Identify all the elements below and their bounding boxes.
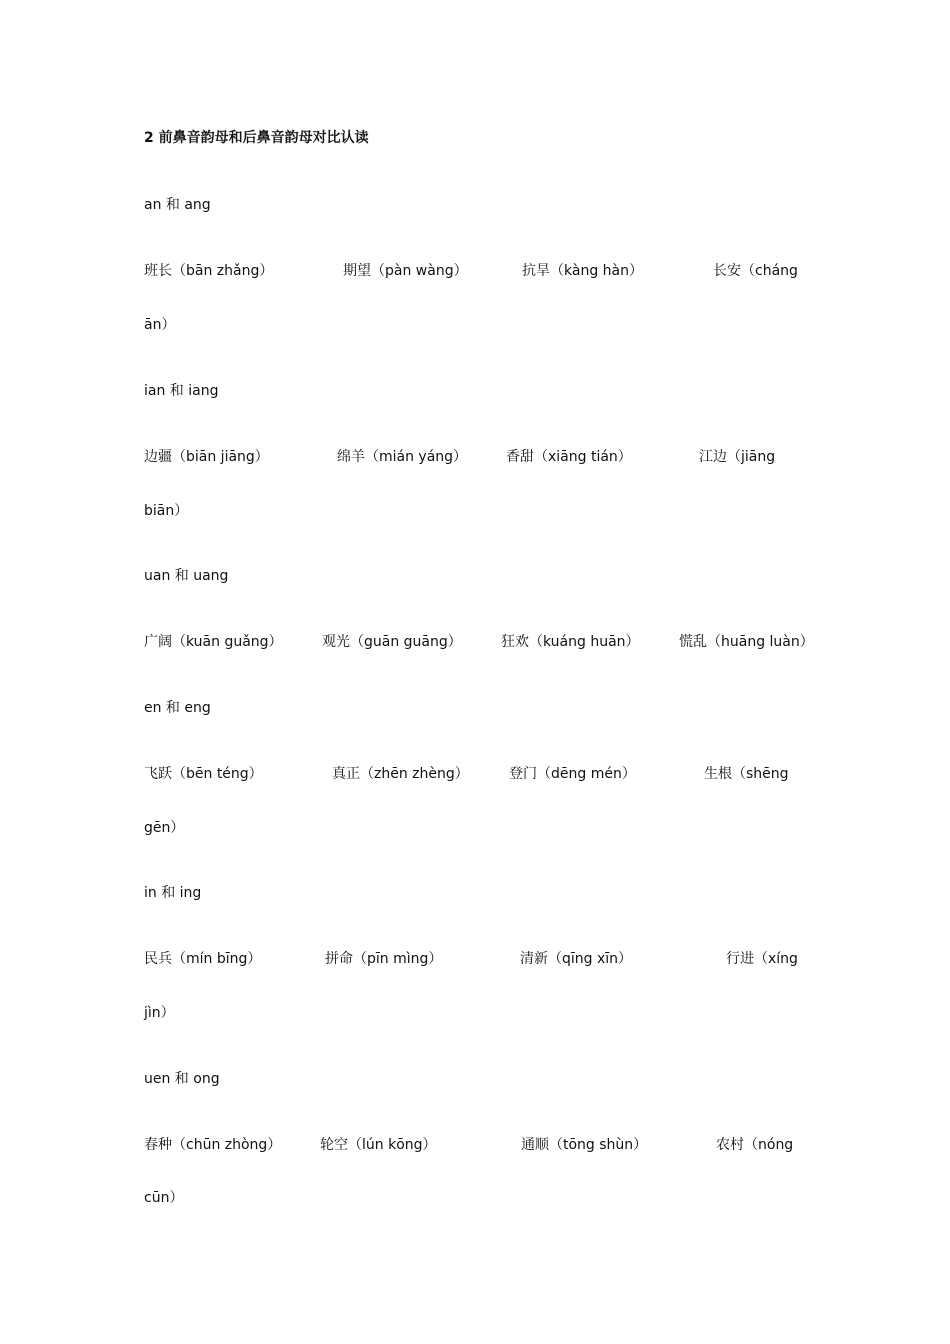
word-entry: 拼命（pīn mìng） <box>325 951 443 967</box>
word-continuation: cūn） <box>144 1190 184 1206</box>
section-heading-uen-ong: uen 和 ong <box>144 1071 220 1087</box>
word-continuation: gēn） <box>144 820 185 836</box>
word-entry: 慌乱（huāng luàn） <box>679 634 814 650</box>
word-entry: 长安（cháng <box>713 263 798 279</box>
word-entry: 广阔（kuān guǎng） <box>144 634 283 650</box>
section-heading-an-ang: an 和 ang <box>144 197 211 213</box>
word-entry: 班长（bān zhǎng） <box>144 263 274 279</box>
section-heading-ian-iang: ian 和 iang <box>144 383 219 399</box>
word-entry: 清新（qīng xīn） <box>520 951 633 967</box>
word-entry: 观光（guān guāng） <box>322 634 462 650</box>
word-entry: 生根（shēng <box>704 766 789 782</box>
word-entry: 狂欢（kuáng huān） <box>501 634 640 650</box>
word-entry: 抗旱（kàng hàn） <box>522 263 643 279</box>
word-entry: 边疆（biān jiāng） <box>144 449 269 465</box>
word-entry: 真正（zhēn zhèng） <box>332 766 469 782</box>
page-title: 2 前鼻音韵母和后鼻音韵母对比认读 <box>144 130 369 146</box>
word-entry: 轮空（lún kōng） <box>320 1137 437 1153</box>
word-entry: 江边（jiāng <box>699 449 776 465</box>
section-heading-in-ing: in 和 ing <box>144 885 202 901</box>
word-entry: 期望（pàn wàng） <box>343 263 468 279</box>
word-continuation: jìn） <box>144 1005 175 1021</box>
word-entry: 绵羊（mián yáng） <box>337 449 468 465</box>
word-continuation: biān） <box>144 503 189 519</box>
word-continuation: ān） <box>144 317 176 333</box>
section-heading-uan-uang: uan 和 uang <box>144 568 229 584</box>
word-entry: 香甜（xiāng tián） <box>506 449 632 465</box>
word-entry: 春种（chūn zhòng） <box>144 1137 282 1153</box>
section-heading-en-eng: en 和 eng <box>144 700 211 716</box>
word-entry: 通顺（tōng shùn） <box>521 1137 648 1153</box>
word-entry: 行进（xíng <box>726 951 798 967</box>
word-entry: 农村（nóng <box>716 1137 794 1153</box>
word-entry: 登门（dēng mén） <box>509 766 636 782</box>
word-entry: 民兵（mín bīng） <box>144 951 262 967</box>
word-entry: 飞跃（bēn téng） <box>144 766 263 782</box>
